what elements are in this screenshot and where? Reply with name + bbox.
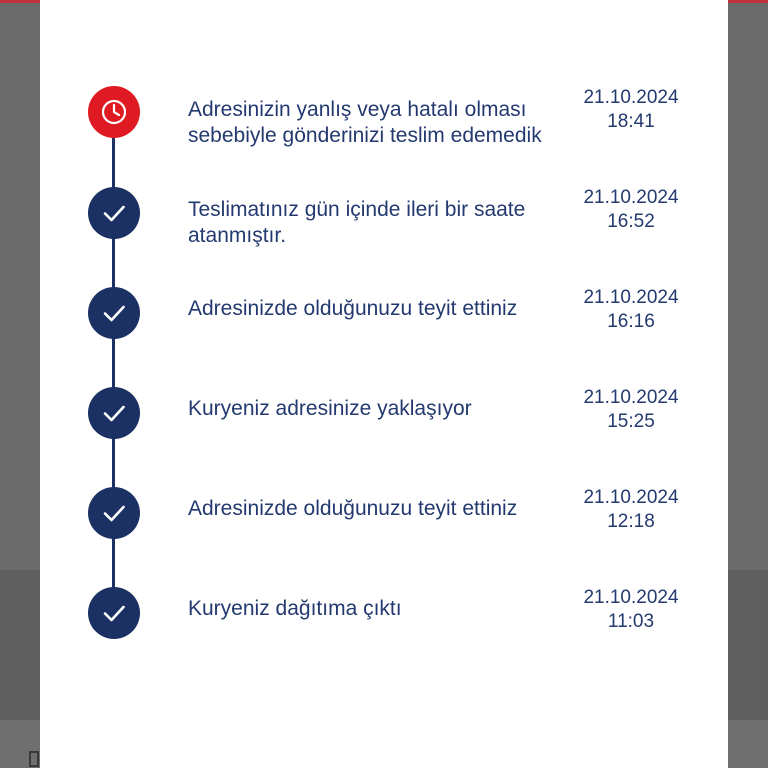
step-date: 21.10.2024 (583, 487, 679, 508)
timeline-step (40, 286, 728, 386)
timeline-step (40, 486, 728, 586)
status-badge-done (88, 587, 140, 639)
step-description: Adresinizin yanlış veya hatalı olması sebebiyle gönderinizi teslim edemedik (188, 98, 542, 147)
timeline-step (40, 186, 728, 286)
step-date: 21.10.2024 (583, 187, 679, 208)
status-badge-failed (88, 86, 140, 138)
check-icon (100, 199, 128, 227)
step-timestamp (580, 486, 682, 534)
step-description: Adresinizde olduğunuzu teyit ettiniz (188, 297, 518, 320)
step-timestamp (580, 286, 682, 334)
step-description: Adresinizde olduğunuzu teyit ettiniz (188, 497, 518, 520)
timeline-step (40, 86, 728, 186)
status-badge-done (88, 387, 140, 439)
status-badge-done (88, 287, 140, 339)
tracking-history-panel (40, 0, 728, 768)
step-date: 21.10.2024 (583, 87, 679, 108)
step-time: 15:25 (607, 411, 655, 432)
step-description: Teslimatınız gün içinde ileri bir saate atanmıştır. (188, 198, 526, 247)
step-description: Kuryeniz adresinize yaklaşıyor (188, 397, 472, 420)
step-timestamp (580, 86, 682, 134)
step-timestamp (580, 186, 682, 234)
check-icon (100, 299, 128, 327)
step-date: 21.10.2024 (583, 587, 679, 608)
step-time: 11:03 (607, 611, 655, 632)
step-time: 12:18 (607, 511, 655, 532)
partial-icon (28, 748, 40, 768)
step-timestamp (580, 386, 682, 434)
clock-icon (99, 97, 129, 127)
check-icon (100, 399, 128, 427)
step-date: 21.10.2024 (583, 387, 679, 408)
step-time: 16:16 (607, 311, 655, 332)
status-badge-done (88, 187, 140, 239)
check-icon (100, 499, 128, 527)
step-description: Kuryeniz dağıtıma çıktı (188, 597, 402, 620)
step-timestamp (580, 586, 682, 634)
timeline-step (40, 386, 728, 486)
step-time: 16:52 (607, 211, 655, 232)
tracking-timeline (40, 0, 728, 768)
timeline-step (40, 586, 728, 686)
check-icon (100, 599, 128, 627)
step-time: 18:41 (607, 111, 655, 132)
status-badge-done (88, 487, 140, 539)
step-date: 21.10.2024 (583, 287, 679, 308)
